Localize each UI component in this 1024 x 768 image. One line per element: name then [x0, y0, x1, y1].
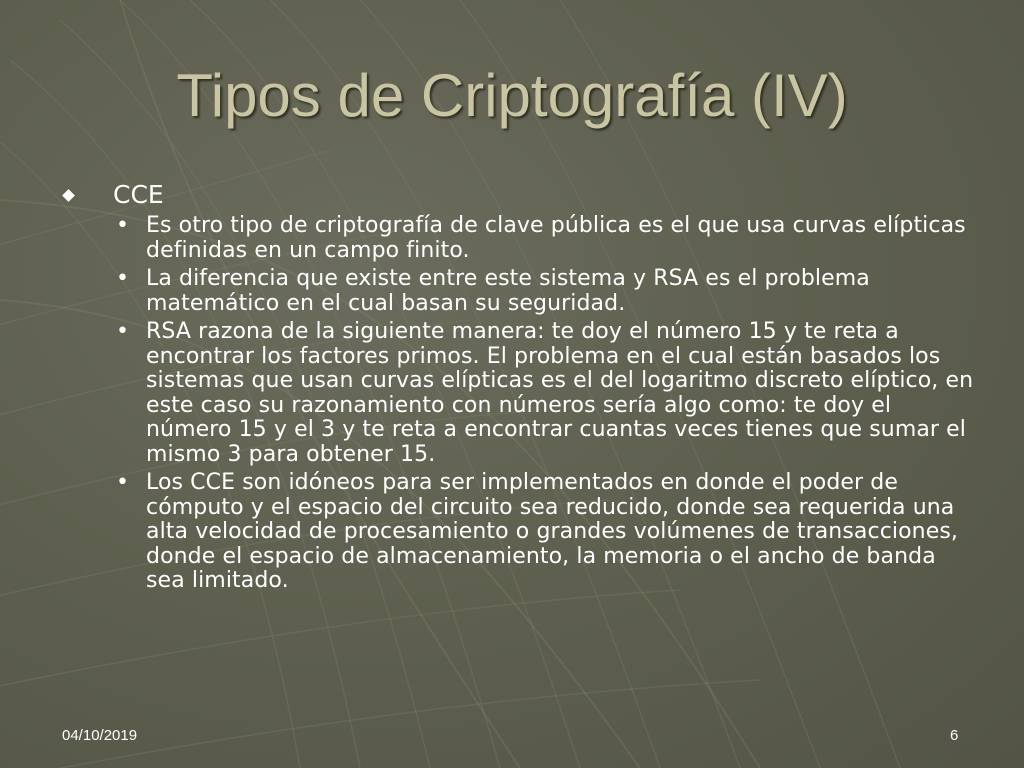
footer-date: 04/10/2019 [62, 727, 138, 744]
list-item [112, 214, 980, 263]
bullet-icon: • [116, 266, 130, 291]
bullet-text: Es otro tipo de criptografía de clave pública es el que usa curvas elípticas definidas en un campo finito. [146, 213, 966, 263]
diamond-icon [62, 189, 75, 202]
slide-content [60, 178, 980, 598]
bullet-text: La diferencia que existe entre este sistema y RSA es el problema matemático en el cual basan su seguridad. [146, 266, 870, 316]
section-label: CCE [113, 180, 164, 209]
list-item [112, 267, 980, 316]
list-item [112, 320, 980, 467]
bullet-icon: • [116, 470, 130, 495]
slide-title: Tipos de Criptografía (IV) [176, 62, 848, 129]
list-item [112, 471, 980, 594]
bullet-icon: • [116, 213, 130, 238]
bullet-icon: • [116, 319, 130, 344]
bullet-list [60, 214, 980, 594]
section-item [60, 178, 980, 212]
bullet-text: RSA razona de la siguiente manera: te doy el número 15 y te reta a encontrar los factores primos. El problema en el cual están basados los sistemas que usan curvas elípticas es el del logaritmo discreto elíptico, en este caso su razonamiento con números sería algo como: te doy el número 15 y el 3 y te reta a encontrar cuantas veces tienes que sumar el mismo 3 para obtener 15. [146, 319, 974, 467]
page-number: 6 [950, 727, 959, 744]
bullet-text: Los CCE son idóneos para ser implementados en donde el poder de cómputo y el espacio del circuito sea reducido, donde sea requerida una alta velocidad de procesamiento o grandes volúmenes de transacciones, donde el espacio de almacenamiento, la memoria o el ancho de banda sea limitado. [146, 470, 958, 593]
